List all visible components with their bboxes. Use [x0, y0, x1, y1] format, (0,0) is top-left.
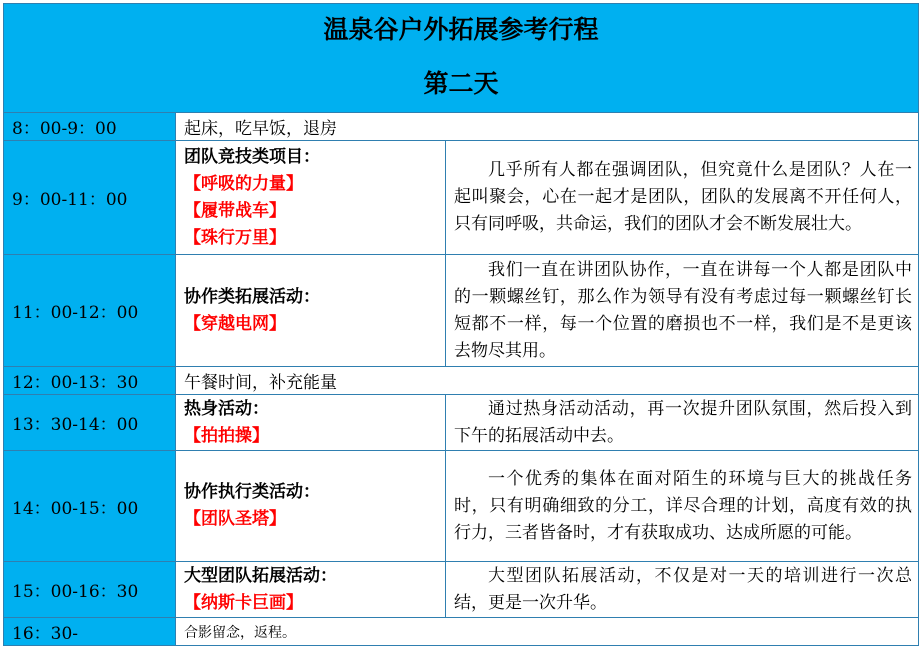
time-cell: 16：30-: [4, 618, 176, 646]
day-subtitle: 第二天: [423, 69, 499, 98]
description-cell: 一个优秀的集体在面对陌生的环境与巨大的挑战任务时，只有明确细致的分工，详尽合理的计划，高度有效的执行力，三者皆备时，才有获取成功、达成所愿的可能。: [446, 451, 919, 562]
activity-item: 【珠行万里】: [184, 227, 286, 248]
description-cell: 通过热身活动活动，再一次提升团队氛围，然后投入到下午的拓展活动中去。: [446, 395, 919, 451]
table-row: [4, 395, 919, 451]
table-row: [4, 451, 919, 562]
time-cell: 13：30-14：00: [4, 395, 176, 451]
header-cell: [4, 4, 919, 113]
activity-cell: 午餐时间，补充能量: [176, 367, 919, 395]
table-row: [4, 367, 919, 395]
activity-heading: 热身活动：: [184, 398, 269, 419]
description-cell: 我们一直在讲团队协作，一直在讲每一个人都是团队中的一颗螺丝钉，那么作为领导有没有考虑过每一颗螺丝钉长短都不一样，每一个位置的磨损也不一样，我们是不是更该去物尽其用。: [446, 255, 919, 367]
activity-cell: [176, 451, 446, 562]
time-cell: 11：00-12：00: [4, 255, 176, 367]
activity-cell: [176, 562, 446, 618]
activity-item: 【团队圣塔】: [184, 509, 286, 529]
activity-cell: 起床，吃早饭，退房: [176, 113, 919, 141]
header-row: [4, 4, 919, 113]
activity-item: 【履带战车】: [184, 200, 286, 221]
description-cell: 大型团队拓展活动，不仅是对一天的培训进行一次总结，更是一次升华。: [446, 562, 919, 618]
time-cell: 14：00-15：00: [4, 451, 176, 562]
table-row: [4, 141, 919, 255]
activity-cell: [176, 255, 446, 367]
activity-item: 【拍拍操】: [184, 425, 269, 446]
table-row: [4, 255, 919, 367]
itinerary-table: [3, 3, 919, 646]
time-cell: 9：00-11：00: [4, 141, 176, 255]
activity-heading: 协作类拓展活动：: [184, 286, 320, 307]
itinerary-sheet: [3, 3, 918, 645]
activity-cell: 合影留念，返程。: [176, 618, 919, 646]
time-cell: 8：00-9：00: [4, 113, 176, 141]
activity-cell: [176, 395, 446, 451]
activity-heading: 大型团队拓展活动：: [184, 565, 337, 586]
table-row: [4, 562, 919, 618]
time-cell: 12：00-13：30: [4, 367, 176, 395]
time-cell: 15：00-16：30: [4, 562, 176, 618]
activity-item: 【纳斯卡巨画】: [184, 592, 303, 613]
page-title: 温泉谷户外拓展参考行程: [323, 15, 599, 44]
table-row: [4, 113, 919, 141]
activity-item: 【呼吸的力量】: [184, 173, 303, 194]
activity-heading: 团队竞技类项目：: [184, 146, 320, 167]
activity-heading: 协作执行类活动：: [184, 482, 320, 502]
activity-cell: [176, 141, 446, 255]
description-cell: 几乎所有人都在强调团队，但究竟什么是团队？人在一起叫聚会，心在一起才是团队，团队的发展离不开任何人，只有同呼吸，共命运，我们的团队才会不断发展壮大。: [446, 141, 919, 255]
activity-item: 【穿越电网】: [184, 313, 286, 334]
table-row: [4, 618, 919, 646]
